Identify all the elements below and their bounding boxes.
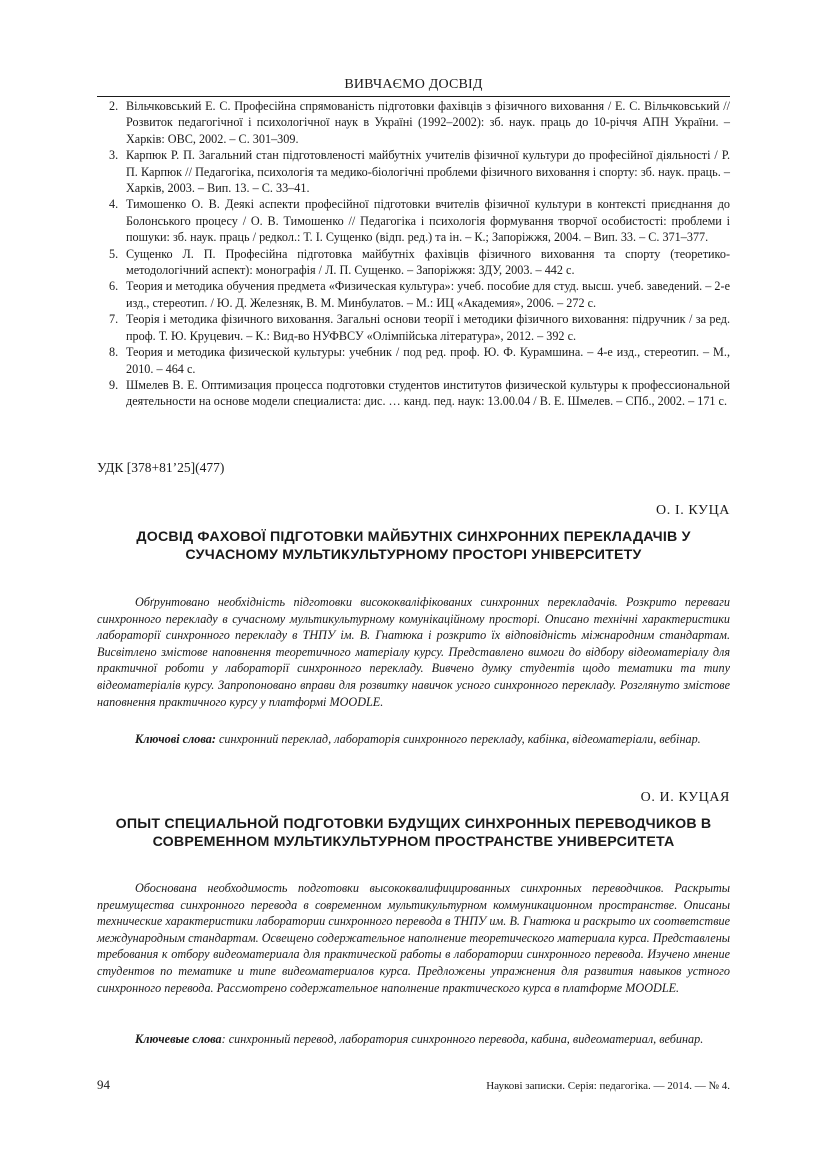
- reference-text: Тимошенко О. В. Деякі аспекти професійної підготовки вчителів фізичної культури в контексті приєднання до Болонського процесу / О. В. Тимошенко // Педагогіка і психологія формування творчої особистості: проблеми і пошуки: зб. наук. праць / редкол.: Т. І. Сущенко (відп. ред.) та ін. – К.; Запоріжжя, 2004. – Вип. 33. – С. 371–377.: [126, 197, 730, 245]
- reference-number: 5.: [109, 246, 119, 261]
- keywords-text: : синхронный перевод, лаборатория синхронного перевода, кабина, видеоматериал, вебинар.: [221, 1032, 704, 1046]
- keywords-label: Ключові слова:: [135, 732, 216, 746]
- reference-number: 4.: [109, 197, 119, 212]
- author-rus: О. И. КУЦАЯ: [640, 790, 730, 805]
- keywords-ukr: [97, 731, 730, 748]
- reference-number: 7.: [109, 312, 119, 327]
- reference-number: 8.: [109, 345, 119, 360]
- reference-item: [97, 246, 730, 279]
- reference-item: [97, 278, 730, 311]
- page-number: 94: [97, 1077, 110, 1092]
- reference-item: [97, 311, 730, 344]
- reference-text: Сущенко Л. П. Професійна підготовка майбутніх фахівців фізичного виховання та спорту (теоретико-методологічний аспект): монографія / Л. П. Сущенко. – Запоріжжя: ЗДУ, 2003. – 442 с.: [126, 246, 730, 278]
- journal-footer: Наукові записки. Серія: педагогіка. — 2014. — № 4.: [486, 1080, 730, 1092]
- reference-number: 9.: [109, 377, 119, 392]
- reference-number: 3.: [109, 148, 119, 163]
- reference-item: [97, 196, 730, 245]
- reference-number: 2.: [109, 99, 119, 113]
- udk-code: УДК [378+81’25](477): [97, 460, 225, 475]
- running-head: ВИВЧАЄМО ДОСВІД: [344, 77, 483, 92]
- keywords-rus: [97, 1031, 730, 1048]
- author-ukr: О. І. КУЦА: [656, 503, 730, 518]
- reference-item: [97, 377, 730, 410]
- keywords-text: синхронний переклад, лабораторія синхронного перекладу, кабінка, відеоматеріали, вебінар.: [215, 732, 701, 746]
- reference-text: Теория и методика обучения предмета «Физическая культура»: учеб. пособие для студ. высш. учеб. заведений. – 2-е изд., стереотип. / Ю. Д. Железняк, В. М. Минбулатов. – М.: ИЦ «Академия», 2006. – 272 с.: [126, 279, 730, 310]
- abstract-rus: Обоснована необходимость подготовки высококвалифицированных синхронных переводчиков. Раскрыты преимущества синхронного перевода в современном мультикультурном коммуникационном пространстве. Описаны технические характеристики лаборатории синхронного перевода в ТНПУ им. В. Гнатюка и раскрыто их соответствие международным стандартам. Освещено содержательное наполнение теоретического материала курса. Представлены требования к отбору видеоматериала для практической работы в лаборатории синхронного перевода. Изучено мнение студентов по тематике и типе видеоматериалов курса. Предложены упражнения для развития навыков устного синхронного перевода. Рассмотрено содержательное наполнение практического курса в платформе MOODLE.: [97, 881, 730, 995]
- reference-text: Теория и методика физической культуры: учебник / под ред. проф. Ю. Ф. Курамшина. – 4-е изд., стереотип. – М., 2010. – 464 с.: [126, 345, 730, 376]
- article-title-ukr: ДОСВІД ФАХОВОЇ ПІДГОТОВКИ МАЙБУТНІХ СИНХРОННИХ ПЕРЕКЛАДАЧІВ У СУЧАСНОМУ МУЛЬТИКУЛЬТУРНОМУ ПРОСТОРІ УНІВЕРСИТЕТУ: [136, 529, 691, 564]
- header-rule: [97, 96, 730, 97]
- reference-item: [97, 344, 730, 377]
- reference-number: 6.: [109, 279, 119, 294]
- reference-text: Теорія і методика фізичного виховання. Загальні основи теорії і методики фізичного виховання: підручник / за ред. проф. Т. Ю. Круцевич. – К.: Вид-во НУФВСУ «Олімпійська література», 2012. – 392 с.: [126, 312, 730, 343]
- reference-list: [97, 98, 730, 410]
- abstract-ukr: Обґрунтовано необхідність підготовки висококваліфікованих синхронних перекладачів. Розкрито переваги синхронного перекладу в сучасному мультикультурному комунікаційному просторі. Описано технічні характеристики лабораторії синхронного перекладу в ТНПУ ім. В. Гнатюка і розкрито їх відповідність міжнародним стандартам. Висвітлено змістове наповнення теоретичного матеріалу курсу. Представлено вимоги до відбору відеоматеріалу для практичної роботи у лабораторії синхронного перекладу. Вивчено думку студентів щодо тематики та типу відеоматеріалів курсу. Запропоновано вправи для розвитку навичок усного синхронного перекладу. Розглянуто змістове наповнення практичного курсу у платформі MOODLE.: [97, 595, 730, 709]
- keywords-label: Ключевые слова: [135, 1032, 222, 1046]
- reference-text: Карпюк Р. П. Загальний стан підготовленості майбутніх учителів фізичної культури до професійної діяльності / Р. П. Карпюк // Педагогіка, психологія та медико-біологічні проблеми фізичного виховання і спорту: зб. наук. праць. – Харків, 2003. – Вип. 13. – С. 33–41.: [126, 148, 730, 196]
- reference-text: Вільчковський Е. С. Професійна спрямованість підготовки фахівців з фізичного виховання / Е. С. Вільчковський // Розвиток педагогічної і психологічної наук в Україні (1992–2002): зб. наук. праць до 10-річчя АПН України. – Харків: ОВС, 2002. – С. 301–309.: [126, 99, 730, 146]
- article-title-rus: ОПЫТ СПЕЦИАЛЬНОЙ ПОДГОТОВКИ БУДУЩИХ СИНХРОННЫХ ПЕРЕВОДЧИКОВ В СОВРЕМЕННОМ МУЛЬТИКУЛЬТУРНОМ ПРОСТРАНСТВЕ УНИВЕРСИТЕТА: [115, 816, 712, 851]
- reference-text: Шмелев В. Е. Оптимизация процесса подготовки студентов институтов физической культуры к профессиональной деятельности на основе модели специалиста: дис. … канд. пед. наук: 13.00.04 / В. Е. Шмелев. – СПб., 2002. – 171 с.: [126, 377, 730, 409]
- reference-item: [97, 147, 730, 196]
- reference-item: [97, 98, 730, 147]
